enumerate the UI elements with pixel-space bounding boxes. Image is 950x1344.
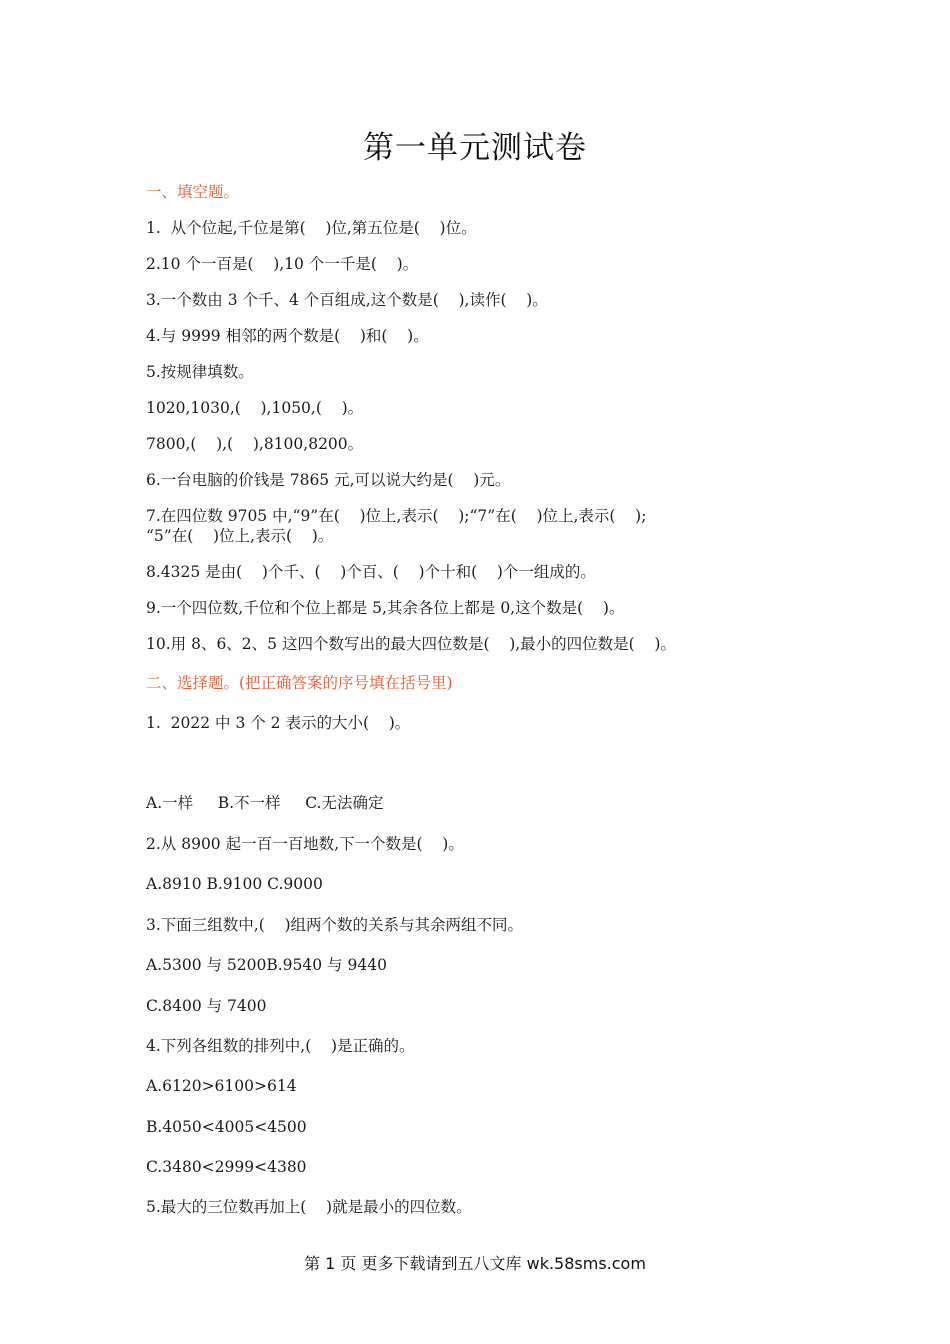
option-line: A.5300 与 5200B.9540 与 9440	[146, 956, 387, 974]
question-line: 1. 从个位起,千位是第( )位,第五位是( )位。	[146, 219, 477, 237]
page-footer: 第 1 页 更多下载请到五八文库 wk.58sms.com	[304, 1254, 646, 1273]
question-line: 3.一个数由 3 个千、4 个百组成,这个数是( ),读作( )。	[146, 291, 548, 309]
question-line: 5.按规律填数。	[146, 363, 254, 381]
question-line: 8.4325 是由( )个千、( )个百、( )个十和( )个一组成的。	[146, 563, 596, 581]
question-line: 7800,( ),( ),8100,8200。	[146, 435, 364, 453]
question-line: 7.在四位数 9705 中,“9”在( )位上,表示( );“7”在( )位上,表示( );	[146, 507, 647, 525]
option-line: A.8910 B.9100 C.9000	[146, 875, 323, 893]
option-line: A.一样 B.不一样 C.无法确定	[146, 794, 384, 812]
option-line: C.8400 与 7400	[146, 997, 267, 1015]
question-line: 3.下面三组数中,( )组两个数的关系与其余两组不同。	[146, 916, 524, 934]
question-line: 5.最大的三位数再加上( )就是最小的四位数。	[146, 1198, 472, 1216]
option-line: C.3480<2999<4380	[146, 1158, 307, 1176]
question-line: 1020,1030,( ),1050,( )。	[146, 399, 364, 417]
option-line: A.6120>6100>614	[146, 1077, 297, 1095]
question-line: 2.10 个一百是( ),10 个一千是( )。	[146, 255, 419, 273]
question-line: 4.下列各组数的排列中,( )是正确的。	[146, 1037, 415, 1055]
question-line: 6.一台电脑的价钱是 7865 元,可以说大约是( )元。	[146, 471, 511, 489]
question-line: 9.一个四位数,千位和个位上都是 5,其余各位上都是 0,这个数是( )。	[146, 599, 625, 617]
section-heading-fill-blank: 一、填空题。	[146, 183, 240, 201]
option-line: B.4050<4005<4500	[146, 1118, 307, 1136]
question-line: 4.与 9999 相邻的两个数是( )和( )。	[146, 327, 429, 345]
section-heading-multiple-choice: 二、选择题。(把正确答案的序号填在括号里)	[146, 674, 453, 692]
question-line: 2.从 8900 起一百一百地数,下一个数是( )。	[146, 835, 464, 853]
question-line: 10.用 8、6、2、5 这四个数写出的最大四位数是( ),最小的四位数是( )。	[146, 635, 676, 653]
page-title: 第一单元测试卷	[363, 130, 587, 166]
question-line: “5”在( )位上,表示( )。	[146, 527, 334, 545]
question-line: 1. 2022 中 3 个 2 表示的大小( )。	[146, 714, 411, 732]
